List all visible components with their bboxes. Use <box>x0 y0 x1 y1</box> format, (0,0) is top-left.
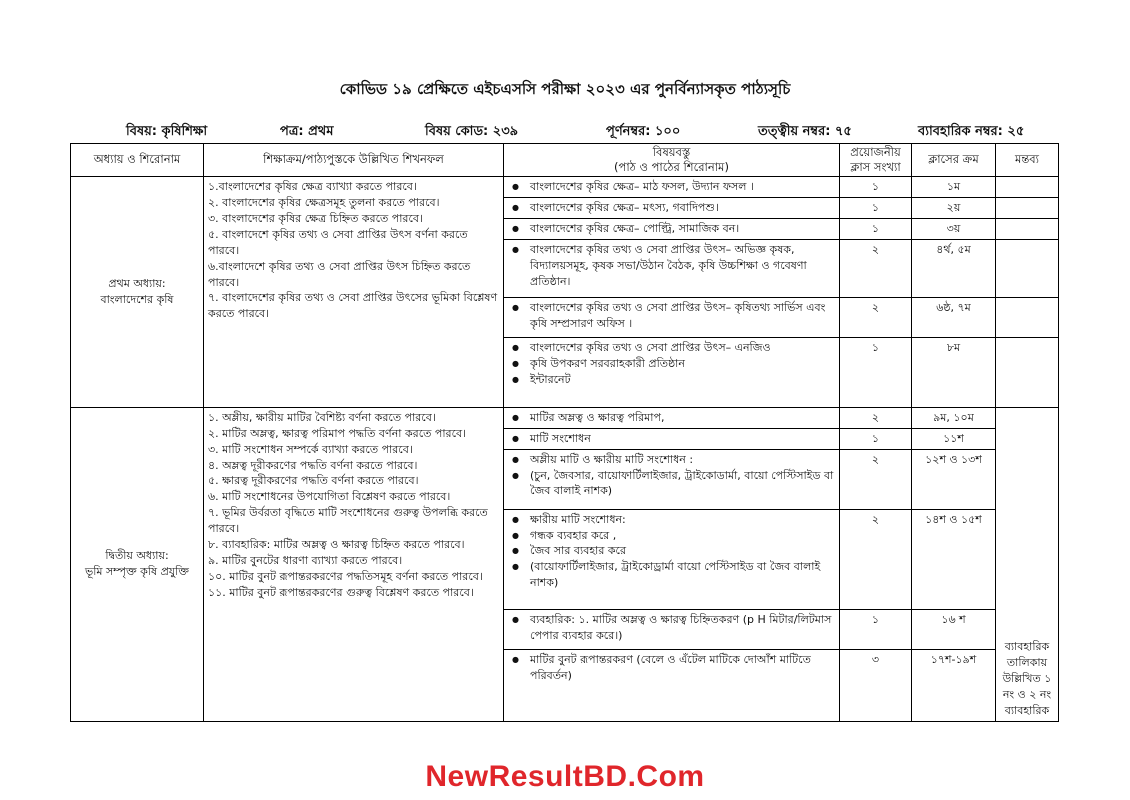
lesson-bullet-item: ● অম্লীয় মাটি ও ক্ষারীয় মাটি সংশোধন : <box>508 452 835 468</box>
class-order-cell: ৩য় <box>912 218 996 239</box>
lesson-bullet-item: ● গন্ধক ব্যবহার করে , <box>508 528 835 544</box>
learning-outcome-item: ৬.বাংলাদেশে কৃষির তথ্য ও সেবা প্রাপ্তির উৎস চিহ্নিত করতে পারবে। <box>208 259 471 289</box>
learning-outcomes-cell <box>204 176 504 407</box>
full-marks-label: পূর্ণনম্বর: ১০০ <box>606 124 681 139</box>
class-count-cell: ২ <box>840 509 912 609</box>
learning-outcome-item: ২. বাংলাদেশের কৃষির ক্ষেত্রসমূহ তুলনা করতে পারবে। <box>208 195 440 209</box>
remarks-cell <box>996 297 1059 337</box>
class-order-cell: ১২শ ও ১৩শ <box>912 449 996 509</box>
paper-label: পত্র: প্রথম <box>280 124 334 139</box>
learning-outcome-item: ৭. বাংলাদেশের কৃষির তথ্য ও সেবা প্রাপ্তির উৎসের ভূমিকা বিশ্লেষণ করতে পারবে। <box>208 291 498 321</box>
class-count-cell: ১ <box>840 197 912 218</box>
class-order-cell: ২য় <box>912 197 996 218</box>
subject-label: বিষয়: কৃষিশিক্ষা <box>126 124 208 139</box>
lesson-bullet-item: ● মাটির অম্লত্ব ও ক্ষারত্ব পরিমাপ, <box>508 410 835 426</box>
site-watermark: NewResultBD.Com <box>425 760 705 793</box>
header-remarks: মন্তব্য <box>996 144 1059 177</box>
learning-outcome-item: ৯. মাটির বুনটের ধারণা ব্যাখ্যা করতে পারবে। <box>208 554 403 568</box>
lesson-bullet-item: ● বাংলাদেশের কৃষির ক্ষেত্র– মাঠ ফসল, উদ্যান ফসল । <box>508 179 835 195</box>
table-row <box>71 407 1059 428</box>
header-content <box>504 144 840 177</box>
class-order-cell: ৯ম, ১০ম <box>912 407 996 428</box>
practical-marks-label: ব্যাবহারিক নম্বর: ২৫ <box>918 124 1025 139</box>
lesson-bullet-item: ● বাংলাদেশের কৃষির ক্ষেত্র– পোল্ট্রি, সামাজিক বন। <box>508 221 835 237</box>
class-order-cell: ৬ষ্ঠ, ৭ম <box>912 297 996 337</box>
lesson-content-cell <box>504 297 840 337</box>
lesson-bullet-item: ● ক্ষারীয় মাটি সংশোধন: <box>508 512 835 528</box>
header-order: ক্লাসের ক্রম <box>912 144 996 177</box>
learning-outcome-item: ১. অম্লীয়, ক্ষারীয় মাটির বৈশিষ্ট্য বর্ণনা করতে পারবে। <box>208 410 436 424</box>
remarks-cell <box>996 218 1059 239</box>
table-header-row <box>71 144 1059 177</box>
lesson-content-cell <box>504 649 840 721</box>
chapter-title-line2: বাংলাদেশের কৃষি <box>100 292 174 306</box>
class-order-cell: ১৪শ ও ১৫শ <box>912 509 996 609</box>
chapter-title-cell <box>71 176 204 407</box>
class-order-cell: ৮ম <box>912 337 996 407</box>
lesson-bullet-item: ● ব্যবহারিক: ১. মাটির অম্লত্ব ও ক্ষারত্ব চিহ্নিতকরণ (p H মিটার/লিটমাস পেপার ব্যবহার করে।) <box>508 612 835 644</box>
learning-outcomes-cell <box>204 407 504 721</box>
class-count-cell: ২ <box>840 297 912 337</box>
class-count-cell: ১ <box>840 609 912 649</box>
lesson-bullet-item: ● ইন্টারনেট <box>508 372 835 388</box>
document-title: কোভিড ১৯ প্রেক্ষিতে এইচএসসি পরীক্ষা ২০২৩ এর পুনর্বিন্যাসকৃত পাঠ্যসূচি <box>339 80 791 98</box>
learning-outcome-item: ৩. বাংলাদেশের কৃষির ক্ষেত্র চিহ্নিত করতে পারবে। <box>208 211 423 225</box>
lesson-bullet-item: ● কৃষি উপকরণ সরবরাহকারী প্রতিষ্ঠান <box>508 356 835 372</box>
learning-outcome-item: ৭. ভূমির উর্বরতা বৃদ্ধিতে মাটি সংশোধনের গুরুত্ব উপলব্ধি করতে পারবে। <box>208 506 488 536</box>
lesson-content-cell <box>504 449 840 509</box>
class-order-cell: ১৭শ-১৯শ <box>912 649 996 721</box>
learning-outcome-item: ৫. বাংলাদেশে কৃষির তথ্য ও সেবা প্রাপ্তির উৎস বর্ণনা করতে পারবে। <box>208 227 468 257</box>
class-count-cell: ২ <box>840 239 912 297</box>
class-order-cell: ১১শ <box>912 428 996 449</box>
class-count-cell: ২ <box>840 407 912 428</box>
lesson-content-cell <box>504 609 840 649</box>
lesson-bullet-item: ● বাংলাদেশের কৃষির তথ্য ও সেবা প্রাপ্তির উৎস– কৃষিতথ্য সার্ভিস এবং কৃষি সম্প্রসারণ অফিস । <box>508 300 835 332</box>
lesson-content-cell <box>504 509 840 609</box>
class-order-cell: ১৬ শ <box>912 609 996 649</box>
header-content-line1: বিষয়বস্তু <box>652 145 691 159</box>
remarks-cell <box>996 197 1059 218</box>
remarks-cell: ব্যাবহারিক তালিকায় উল্লিখিত ১ নং ও ২ নং ব্যাবহারিক <box>996 407 1059 721</box>
class-count-cell: ৩ <box>840 649 912 721</box>
lesson-content-cell <box>504 176 840 197</box>
subject-meta-row <box>0 122 1130 140</box>
class-count-cell: ১ <box>840 218 912 239</box>
lesson-bullet-item: ● মাটির বুনট রূপান্তরকরণ (বেলে ও এঁটেল মাটিকে দোআঁশ মাটিতে পরিবর্তন) <box>508 652 835 684</box>
class-count-cell: ২ <box>840 449 912 509</box>
lesson-bullet-item: ● (বায়োফার্টিলাইজার, ট্রাইকোড্রার্মা বায়ো পেস্টিসাইড বা জৈব বালাই নাশক) <box>508 559 835 591</box>
lesson-content-cell <box>504 407 840 428</box>
lesson-content-cell <box>504 239 840 297</box>
header-classes <box>840 144 912 177</box>
header-classes-line2: ক্লাস সংখ্যা <box>850 159 901 174</box>
chapter-title-line1: দ্বিতীয় অধ্যায়: <box>105 549 169 563</box>
learning-outcome-item: ৪. অম্লত্ব দূরীকরণের পদ্ধতি বর্ণনা করতে পারবে। <box>208 458 418 472</box>
class-count-cell: ১ <box>840 337 912 407</box>
remarks-cell <box>996 337 1059 407</box>
lesson-bullet-item: ● মাটি সংশোধন <box>508 431 835 447</box>
syllabus-table <box>70 143 1059 722</box>
chapter-title-cell <box>71 407 204 721</box>
header-classes-line1: প্রয়োজনীয় <box>850 145 901 159</box>
learning-outcome-item: ৫. ক্ষারত্ব দূরীকরণের পদ্ধতি বর্ণনা করতে পারবে। <box>208 474 419 488</box>
learning-outcome-item: ১১. মাটির বুনট রূপান্তরকরণের গুরুত্ব বিশ্লেষণ করতে পারবে। <box>208 586 474 599</box>
learning-outcome-item: ৬. মাটি সংশোধনের উপযোগিতা বিশ্লেষণ করতে পারবে। <box>208 490 451 504</box>
class-order-cell: ১ম <box>912 176 996 197</box>
lesson-bullet-item: ● বাংলাদেশের কৃষির তথ্য ও সেবা প্রাপ্তির উৎস– অভিজ্ঞ কৃষক, বিদ্যালয়সমূহ, কৃষক সভা/উঠান বৈঠক, কৃষি উচ্চশিক্ষা ও গবেষণা প্রতিষ্ঠান। <box>508 242 835 290</box>
learning-outcome-item: ২. মাটির অম্লত্ব, ক্ষারত্ব পরিমাপ পদ্ধতি বর্ণনা করতে পারবে। <box>208 426 467 440</box>
subject-code-label: বিষয় কোড: ২৩৯ <box>425 124 519 139</box>
lesson-bullet-item: ● বাংলাদেশের কৃষির তথ্য ও সেবা প্রাপ্তির উৎস– এনজিও <box>508 340 835 356</box>
class-order-cell: ৪র্থ, ৫ম <box>912 239 996 297</box>
lesson-content-cell <box>504 197 840 218</box>
learning-outcome-item: ১০. মাটির বুনট রূপান্তরকরণের পদ্ধতিসমূহ বর্ণনা করতে পারবে। <box>208 570 483 584</box>
learning-outcome-item: ১.বাংলাদেশের কৃষির ক্ষেত্র ব্যাখ্যা করতে পারবে। <box>208 179 417 193</box>
lesson-bullet-item: ● বাংলাদেশের কৃষির ক্ষেত্র– মৎস্য, গবাদিপশু। <box>508 200 835 216</box>
header-chapter: অধ্যায় ও শিরোনাম <box>71 144 204 177</box>
class-count-cell: ১ <box>840 428 912 449</box>
chapter-title-line1: প্রথম অধ্যায়: <box>108 276 166 290</box>
header-outcomes: শিক্ষাক্রম/পাঠ্যপুস্তকে উল্লিখিত শিখনফল <box>204 144 504 177</box>
chapter-title-line2: ভূমি সম্পৃক্ত কৃষি প্রযুক্তি <box>85 565 189 579</box>
theory-marks-label: তত্ত্বীয় নম্বর: ৭৫ <box>758 124 852 139</box>
header-content-line2: (পাঠ ও পাঠের শিরোনাম) <box>614 159 729 174</box>
remarks-cell <box>996 239 1059 297</box>
learning-outcome-item: ৮. ব্যাবহারিক: মাটির অম্লত্ব ও ক্ষারত্ব চিহ্নিত করতে পারবে। <box>208 538 465 552</box>
lesson-content-cell <box>504 218 840 239</box>
lesson-content-cell <box>504 428 840 449</box>
table-row <box>71 176 1059 197</box>
class-count-cell: ১ <box>840 176 912 197</box>
remarks-cell <box>996 176 1059 197</box>
learning-outcome-item: ৩. মাটি সংশোধন সম্পর্কে ব্যাখ্যা করতে পারবে। <box>208 442 413 456</box>
lesson-content-cell <box>504 337 840 407</box>
lesson-bullet-item: ● (চুন, জৈবসার, বায়োফার্টিলাইজার, ট্রাইকোডার্মা, বায়ো পেস্টিসাইড বা জৈব বালাই নাশক) <box>508 468 835 500</box>
lesson-bullet-item: ● জৈব সার ব্যবহার করে <box>508 543 835 559</box>
